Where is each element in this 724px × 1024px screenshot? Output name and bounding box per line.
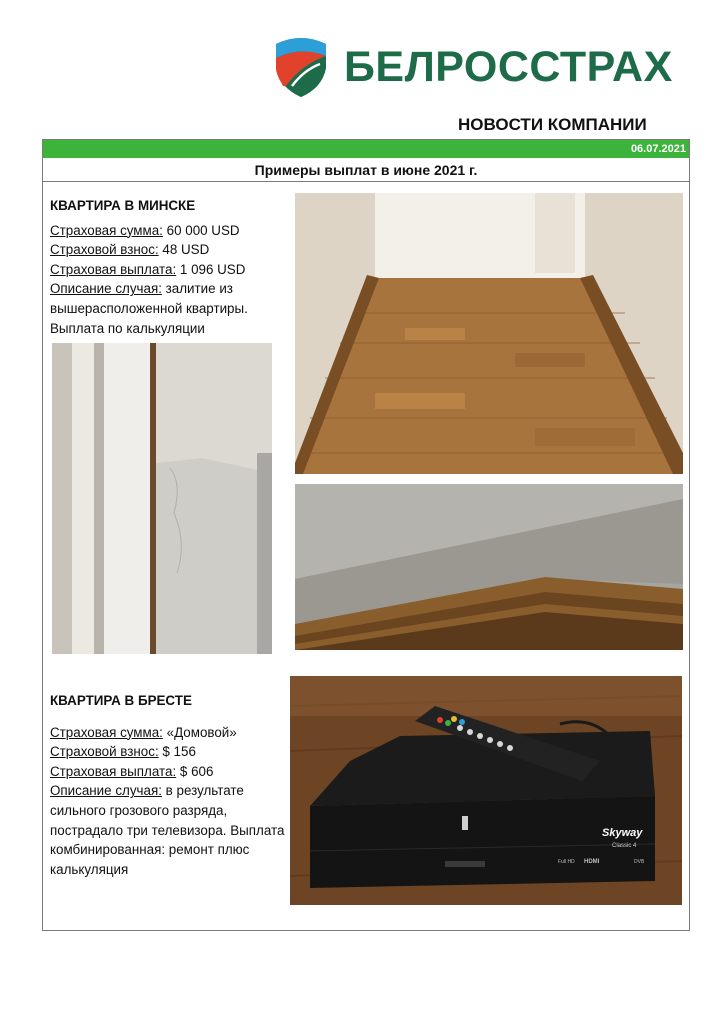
subtitle: Примеры выплат в июне 2021 г. [254,161,478,178]
logo-text: БЕЛРОССТРАХ [344,43,673,91]
receiver-brand: Skyway [602,827,643,839]
case-minsk [50,196,290,338]
badge-fullhd: Full HD [558,859,575,865]
case-description [50,781,290,879]
badge-dvb: DVB [634,859,645,865]
subtitle-box [43,158,689,182]
header-bar [43,140,689,158]
field-label: Описание случая: [50,783,162,799]
field-value: $ 606 [176,763,214,779]
field-value: в результате сильного грозового разряда, пострадало три телевизора. Выплата комбинированная: ремонт плюс калькуляция [50,783,285,877]
badge-hdmi: HDMI [584,859,600,865]
field-value: «Домовой» [162,724,237,740]
field-label: Страховая сумма: [50,222,163,238]
insurance-fee [50,240,290,260]
field-label: Страховая выплата: [50,261,177,277]
case-title: КВАРТИРА В БРЕСТЕ [50,693,192,708]
date-label: 06.07.2021 [630,143,686,155]
photo-receiver [290,676,682,905]
insurance-fee [50,742,290,762]
insured-sum [50,221,290,241]
field-label: Страховая выплата: [50,763,177,779]
case-brest [50,691,290,879]
receiver-model: Classic 4 [612,843,637,849]
insurance-payout [50,260,290,280]
page-title: НОВОСТИ КОМПАНИИ [458,115,647,134]
case-description [50,279,290,338]
logo-mark [272,34,330,98]
photo-ceiling [295,484,683,650]
field-value: 60 000 USD [162,222,240,238]
field-label: Страховой взнос: [50,744,159,760]
field-value: 1 096 USD [176,261,246,277]
photo-wall-crack [52,343,272,654]
case-title: КВАРТИРА В МИНСКЕ [50,198,196,213]
field-value: $ 156 [158,744,196,760]
field-label: Страховой взнос: [50,242,159,258]
insurance-payout [50,762,290,782]
field-value: 48 USD [158,242,210,258]
field-label: Описание случая: [50,281,162,297]
field-label: Страховая сумма: [50,724,163,740]
photo-floor [295,193,683,474]
field-value: залитие из вышерасположенной квартиры. Выплата по калькуляции [50,281,248,336]
insured-sum [50,723,290,743]
